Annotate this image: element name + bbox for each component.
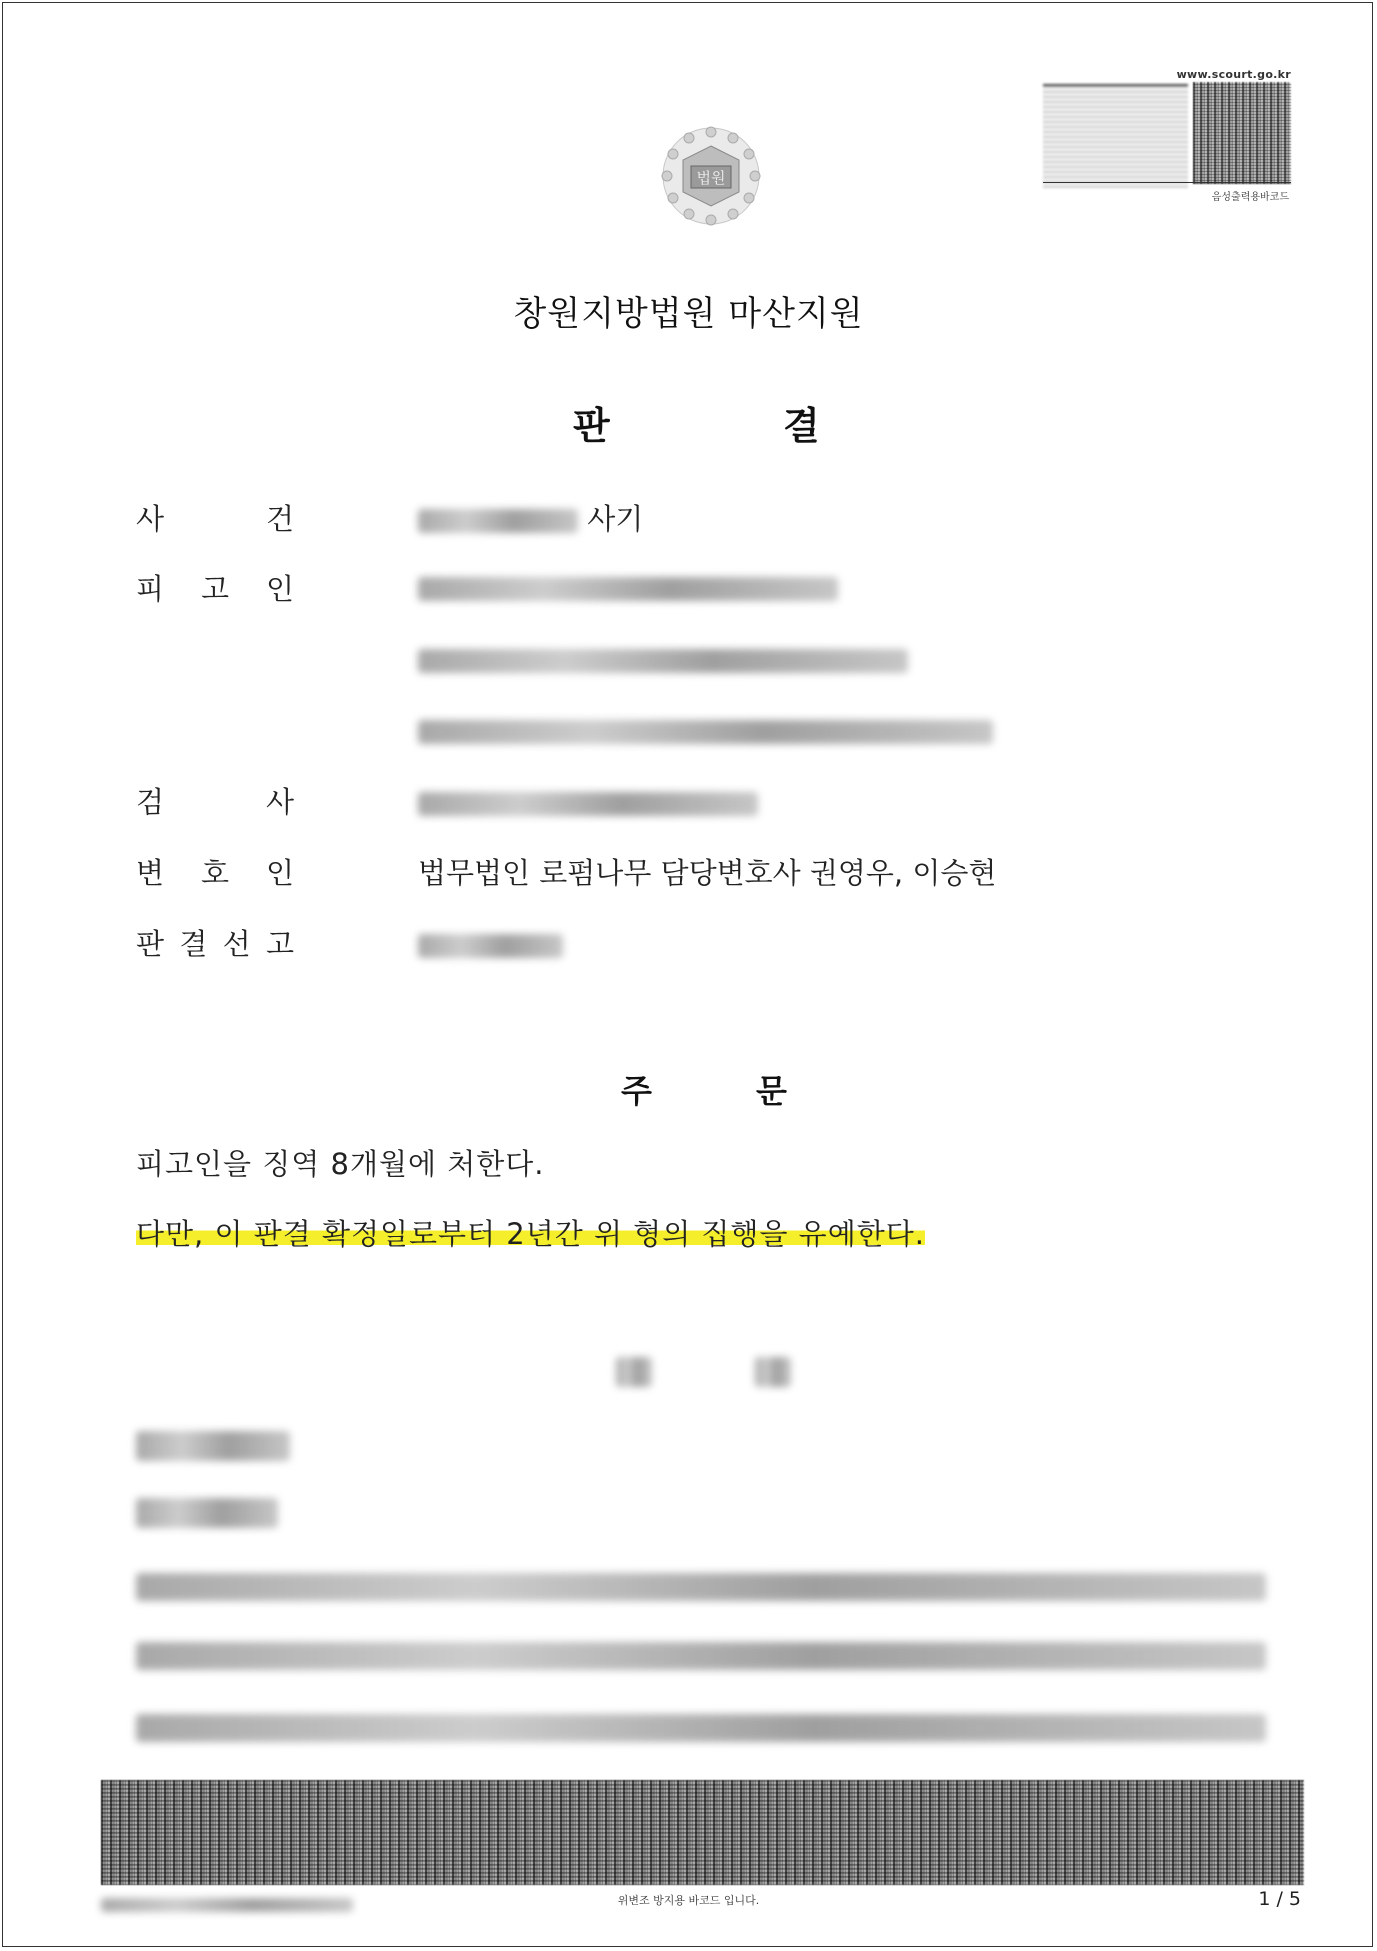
counsel-label: 변 호 인 [136,856,294,890]
sentence-date-label: 판 결 선 고 [136,927,294,961]
counsel-value: 법무법인 로펌나무 담당변호사 권영우, 이승현 [418,856,997,890]
redacted-prosecutor [418,792,758,816]
seal-text: 법원 [696,169,726,187]
prosecutor-label: 검 사 [136,785,294,819]
redacted-reasons-title [616,1357,791,1387]
sentence-date-value [418,927,563,961]
barcode-label: 음성출력용바코드 [1211,192,1289,203]
doc-title-char-1: 판 [573,404,610,448]
prosecutor-value [418,785,758,819]
redacted-address [418,649,908,673]
redacted-paragraph-line-2 [136,1642,1266,1670]
defendant-registered-address [418,713,993,747]
redacted-paragraph-line-1 [136,1573,1266,1601]
barcode-qr-image [1193,82,1291,184]
court-seal-icon [645,120,777,232]
defendant-address [418,642,908,676]
order-line-1: 피고인을 징역 8개월에 처한다. [136,1147,545,1181]
redacted-date [418,934,563,958]
redacted-subheading [136,1498,278,1528]
redacted-heading [136,1431,290,1461]
barcode-text-block [1043,84,1188,188]
redacted-case-number [418,509,578,533]
court-url: www.scourt.go.kr [1176,68,1291,81]
defendant-label: 피 고 인 [136,572,294,606]
order-title-char-2: 문 [756,1072,787,1110]
case-label: 사 건 [136,502,294,536]
barcode-divider [1043,182,1291,183]
anti-forgery-barcode [101,1780,1304,1885]
case-value: 사기 [418,497,643,538]
order-title-char-1: 주 [621,1072,652,1110]
doc-title-char-2: 결 [783,404,820,448]
court-name: 창원지방법원 마산지원 [513,294,864,334]
order-line-2: 다만, 이 판결 확정일로부터 2년간 위 형의 집행을 유예한다. [136,1212,925,1253]
redacted-registered-address [418,720,993,744]
redacted-defendant-id [418,577,838,601]
defendant-value [418,570,838,604]
barcode-caption: 위변조 방지용 바코드 입니다. [617,1894,760,1907]
audio-barcode [1043,64,1291,204]
redacted-paragraph-line-3 [136,1714,1266,1742]
page-number: 1 / 5 [1258,1888,1301,1910]
